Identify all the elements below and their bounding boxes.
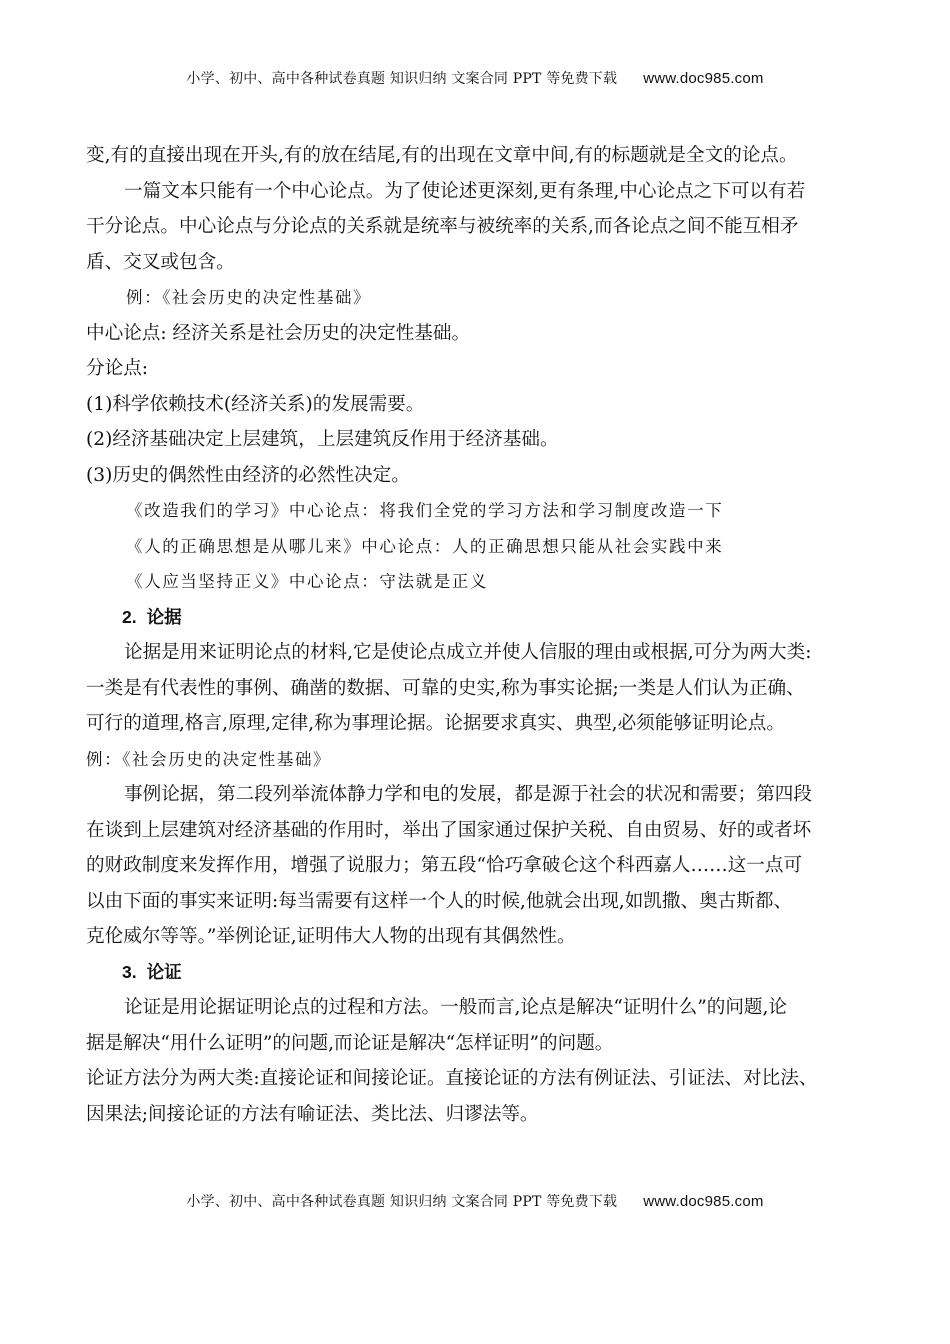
footer-url[interactable]: www.doc985.com xyxy=(643,1193,764,1210)
page-header xyxy=(0,68,950,88)
section-title: 论据 xyxy=(146,606,182,627)
paragraph-line: 论据是用来证明论点的材料,它是使论点成立并使人信服的理由或根据,可分为两大类: xyxy=(124,642,812,663)
example-title: 例：《社会历史的决定性基础》 xyxy=(86,749,332,769)
header-text: 小学、初中、高中各种试卷真题 知识归纳 文案合同 PPT 等免费下载 xyxy=(186,71,618,87)
example-line: 《人的正确思想是从哪儿来》中心论点：人的正确思想只能从社会实践中来 xyxy=(126,536,724,556)
footer-text: 小学、初中、高中各种试卷真题 知识归纳 文案合同 PPT 等免费下载 xyxy=(186,1194,618,1210)
section-number: 2. xyxy=(122,606,137,627)
paragraph-line: 可行的道理,格言,原理,定律,称为事理论据。论据要求真实、典型,必须能够证明论点。 xyxy=(86,713,785,734)
section-number: 3. xyxy=(122,961,137,982)
paragraph-line: 事例论据，第二段列举流体静力学和电的发展，都是源于社会的状况和需要；第四段 xyxy=(124,784,812,805)
document-body xyxy=(86,138,876,1132)
paragraph-line: 以由下面的事实来证明:每当需要有这样一个人的时候,他就会出现,如凯撒、奥古斯都、 xyxy=(86,890,793,912)
section-title: 论证 xyxy=(146,961,182,982)
page-footer xyxy=(0,1191,950,1211)
paragraph-line: 干分论点。中心论点与分论点的关系就是统率与被统率的关系,而各论点之间不能互相矛 xyxy=(86,216,799,237)
paragraph-line: 在谈到上层建筑对经济基础的作用时，举出了国家通过保护关税、自由贸易、好的或者坏 xyxy=(86,819,812,841)
paragraph-line: 因果法;间接论证的方法有喻证法、类比法、归谬法等。 xyxy=(86,1103,539,1125)
paragraph-line: 盾、交叉或包含。 xyxy=(86,251,235,273)
paragraph-line: 据是解决“用什么证明”的问题,而论证是解决“怎样证明”的问题。 xyxy=(86,1032,614,1054)
example-line: 《人应当坚持正义》中心论点：守法就是正义 xyxy=(126,572,488,591)
example-line: 《改造我们的学习》中心论点：将我们全党的学习方法和学习制度改造一下 xyxy=(126,501,724,520)
section-heading-evidence xyxy=(86,600,876,636)
sub-arguments-label: 分论点: xyxy=(86,358,149,379)
header-url[interactable]: www.doc985.com xyxy=(643,70,764,87)
paragraph-line: 论证方法分为两大类:直接论证和间接论证。直接论证的方法有例证法、引证法、对比法、 xyxy=(86,1068,818,1089)
paragraph-line: 论证是用论据证明论点的过程和方法。一般而言,论点是解决“证明什么”的问题,论 xyxy=(124,997,788,1018)
paragraph-line: 变,有的直接出现在开头,有的放在结尾,有的出现在文章中间,有的标题就是全文的论点。 xyxy=(86,145,798,166)
paragraph-line: 的财政制度来发挥作用，增强了说服力；第五段“恰巧拿破仑这个科西嘉人……这一点可 xyxy=(86,855,803,876)
paragraph-line: 一篇文本只能有一个中心论点。为了使论述更深刻,更有条理,中心论点之下可以有若 xyxy=(124,180,806,202)
sub-argument-item: (1)科学依赖技术(经济关系)的发展需要。 xyxy=(86,393,425,415)
sub-argument-item: (3)历史的偶然性由经济的必然性决定。 xyxy=(86,464,410,486)
central-argument: 中心论点: 经济关系是社会历史的决定性基础。 xyxy=(86,322,471,344)
example-title: 例：《社会历史的决定性基础》 xyxy=(126,288,372,307)
paragraph-line: 克伦威尔等等。”举例论证,证明伟大人物的出现有其偶然性。 xyxy=(86,926,576,947)
section-heading-argumentation xyxy=(86,955,876,991)
sub-argument-item: (2)经济基础决定上层建筑，上层建筑反作用于经济基础。 xyxy=(86,429,559,450)
paragraph-line: 一类是有代表性的事例、确凿的数据、可靠的史实,称为事实论据;一类是人们认为正确、 xyxy=(86,677,805,699)
